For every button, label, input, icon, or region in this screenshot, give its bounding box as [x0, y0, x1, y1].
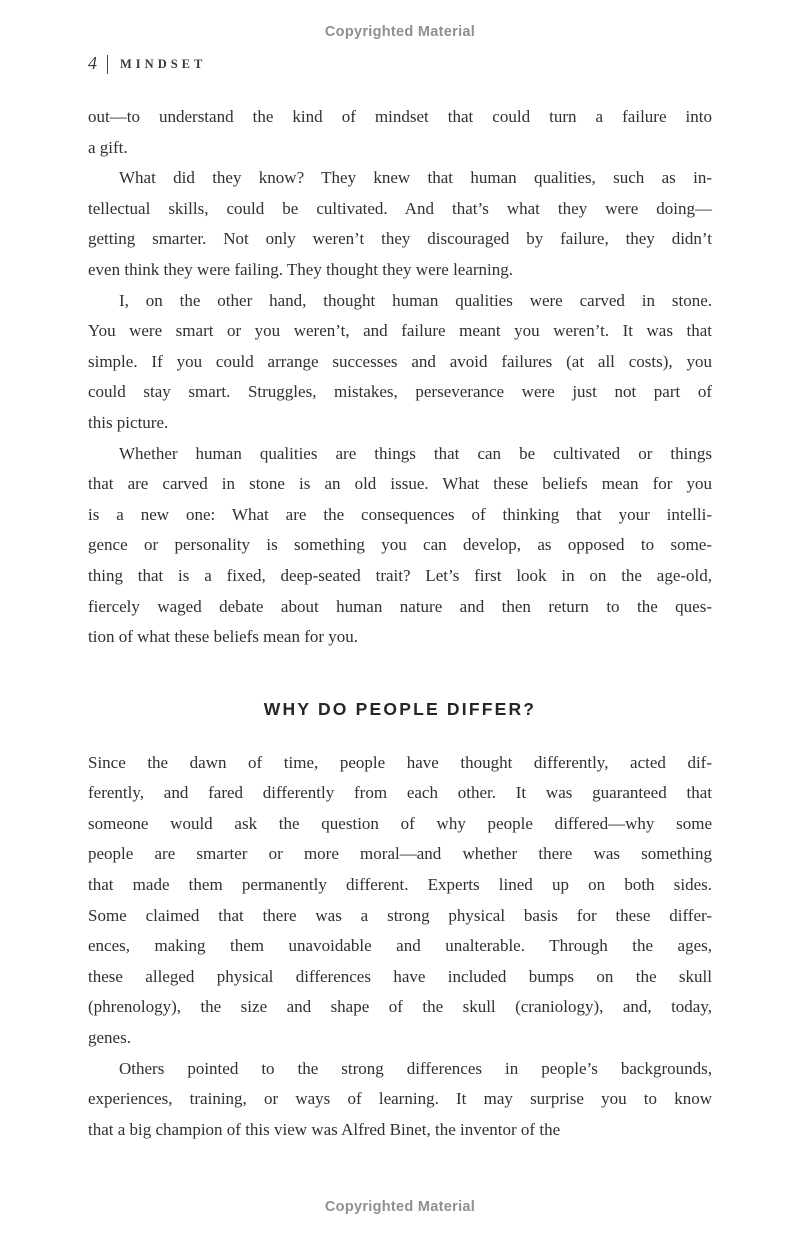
text-line: a gift.: [88, 137, 128, 157]
copyright-notice-bottom: Copyrighted Material: [324, 1199, 476, 1215]
text-line: Whether human qualities are things that can be cultivated or things: [119, 443, 712, 463]
text-line: someone would ask the question of why people differed—why some: [88, 813, 712, 833]
text-line: (phrenology), the size and shape of the skull (craniology), and, today,: [88, 997, 712, 1017]
text-line: experiences, training, or ways of learning. It may surprise you to know: [88, 1089, 712, 1109]
text-line: out—to understand the kind of mindset that could turn a failure into: [88, 107, 712, 126]
page-number: 4: [88, 52, 97, 73]
text-line: gence or personality is something you can develop, as opposed to some-: [88, 535, 712, 555]
paragraph: [88, 1054, 712, 1146]
text-line: I, on the other hand, thought human qualities were carved in stone.: [119, 290, 712, 310]
text-line: You were smart or you weren’t, and failure meant you weren’t. It was that: [88, 321, 712, 341]
paragraph: [88, 439, 712, 653]
section-heading: WHY DO PEOPLE DIFFER?: [263, 698, 537, 719]
text-line: even think they were failing. They thought they were learning.: [88, 259, 514, 279]
text-line: ences, making them unavoidable and unalterable. Through the ages,: [88, 936, 712, 956]
text-line: getting smarter. Not only weren’t they discouraged by failure, they didn’t: [88, 229, 712, 249]
text-line: What did they know? They knew that human qualities, such as in-: [119, 168, 712, 188]
text-line: that are carved in stone is an old issue. What these beliefs mean for you: [88, 474, 712, 494]
text-line: that a big champion of this view was Alfred Binet, the inventor of the: [88, 1119, 561, 1139]
text-line: is a new one: What are the consequences of thinking that your intelli-: [88, 504, 712, 524]
text-line: genes.: [88, 1028, 131, 1048]
text-line: these alleged physical differences have included bumps on the skull: [88, 966, 712, 986]
text-line: simple. If you could arrange successes and avoid failures (at all costs), you: [88, 351, 712, 371]
text-line: ferently, and fared differently from each other. It was guaranteed that: [88, 783, 712, 803]
text-line: Others pointed to the strong differences in people’s backgrounds,: [119, 1058, 712, 1078]
book-title: MINDSET: [120, 56, 207, 71]
text-line: Some claimed that there was a strong physical basis for these differ-: [88, 905, 712, 925]
text-line: fiercely waged debate about human nature and then return to the ques-: [88, 596, 712, 616]
text-line: could stay smart. Struggles, mistakes, perseverance were just not part of: [88, 382, 712, 402]
text-line: Since the dawn of time, people have thought differently, acted dif-: [88, 752, 712, 772]
header-divider: [107, 55, 108, 74]
text-line: that made them permanently different. Experts lined up on both sides.: [88, 875, 712, 895]
paragraph: [88, 286, 712, 439]
paragraph: [88, 163, 712, 285]
text-line: thing that is a fixed, deep-seated trait? Let’s first look in on the age-old,: [88, 565, 712, 585]
copyright-notice-top: Copyrighted Material: [324, 24, 476, 40]
text-line: tellectual skills, could be cultivated. And that’s what they were doing—: [88, 198, 712, 218]
paragraph: [88, 748, 712, 1054]
text-line: tion of what these beliefs mean for you.: [88, 627, 359, 647]
text-line: this picture.: [88, 412, 169, 432]
text-line: people are smarter or more moral—and whether there was something: [88, 844, 712, 864]
page-body: [88, 102, 712, 1145]
paragraph: [88, 102, 712, 163]
running-header: [88, 53, 800, 75]
